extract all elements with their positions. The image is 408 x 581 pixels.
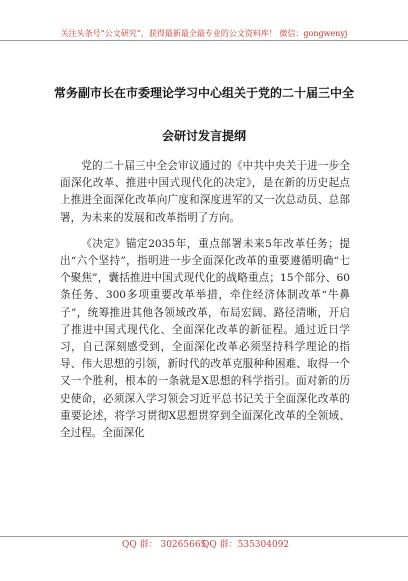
paragraph: 党的二十届三中全会审议通过的《中共中央关于进一步全面深化改革、推进中国式现代化的决定》，是在新的历史起点上推进全面深化改革向广度和深度进军的又一次总动员、总部署，为未来的发展和改革指明了方向。 xyxy=(60,160,350,224)
qq-group-1: QQ 群： 30265665 xyxy=(122,540,207,550)
paragraph: 《决定》锚定2035年，重点部署未来5年改革任务；提出“六个坚持”，指明进一步全面深化改革的重要遵循明确“七个聚焦”，囊括推进中国式现代化的战略重点；15个部分、60条任务、300多项重要改革举措，牵住经济体制改革“牛鼻子”，统筹推进其他各领域改革，布局宏阔、路径清晰，开启了推进中国式现代化、全面深化改革的新征程。通过近日学习，自己深刻感受到，全面深化改革必须坚持科学理论的指导、伟大思想的引领，新时代的改革克服种种困难、取得一个又一个胜利，根本的一条就是X思想的科学指引。面对新的历史使命，必须深入学习领会习近平总书记关于全面深化改革的重要论述，将学习贯彻X思想贯穿到全面深化改革的全领域、全过程。全面深化 xyxy=(60,237,350,440)
document-title-line1: 常务副市长在市委理论学习中心组关于党的二十届三中全 xyxy=(53,86,354,100)
document-body xyxy=(60,158,350,442)
promo-text: 关注头条号“公文研究”，获得最新最全最专业的公文资料库！ 微信：gongwenyj xyxy=(60,29,348,38)
qq-group-2: QQ 群：535304092 xyxy=(202,540,290,550)
page-footer xyxy=(0,536,408,581)
document-title-line2: 会研讨发言提纲 xyxy=(161,129,246,143)
page-header xyxy=(0,0,408,41)
